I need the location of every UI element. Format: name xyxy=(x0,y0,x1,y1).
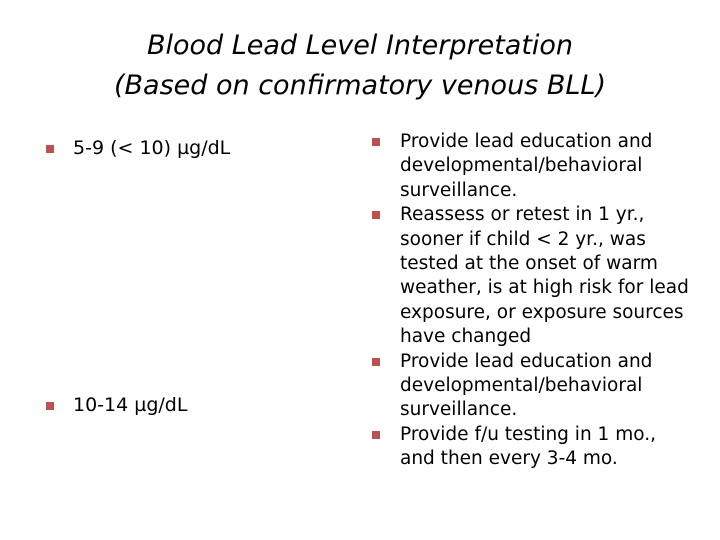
square-bullet-icon xyxy=(372,431,380,439)
square-bullet-icon xyxy=(46,402,54,410)
slide-title-line-2: (Based on confirmatory venous BLL) xyxy=(114,70,606,101)
square-bullet-icon xyxy=(372,138,380,146)
recommendation-text: Reassess or retest in 1 yr., sooner if child < 2 yr., was tested at the onset of warm weather, is at high risk for lead exposure, or exposure sources have changed xyxy=(400,204,689,348)
recommendation-text: Provide f/u testing in 1 mo., and then every 3-4 mo. xyxy=(400,423,656,470)
list-item-recommendation-2 xyxy=(372,203,692,349)
recommendation-text: Provide lead education and developmental/behavioral surveillance. xyxy=(400,131,653,201)
list-item-bll-range-2 xyxy=(46,392,343,419)
list-item-recommendation-4 xyxy=(372,423,692,472)
slide-title xyxy=(40,26,680,106)
square-bullet-icon xyxy=(372,211,380,219)
slide-title-line-1: Blood Lead Level Interpretation xyxy=(146,30,574,61)
list-item-bll-range-1 xyxy=(46,135,343,162)
list-item-recommendation-1 xyxy=(372,130,692,203)
bll-range-label: 10-14 µg/dL xyxy=(73,394,188,416)
right-column xyxy=(372,130,692,472)
bll-range-label: 5-9 (< 10) µg/dL xyxy=(73,137,231,159)
square-bullet-icon xyxy=(372,358,380,366)
list-item-recommendation-3 xyxy=(372,350,692,423)
square-bullet-icon xyxy=(46,145,54,153)
recommendation-text: Provide lead education and developmental/behavioral surveillance. xyxy=(400,350,653,421)
